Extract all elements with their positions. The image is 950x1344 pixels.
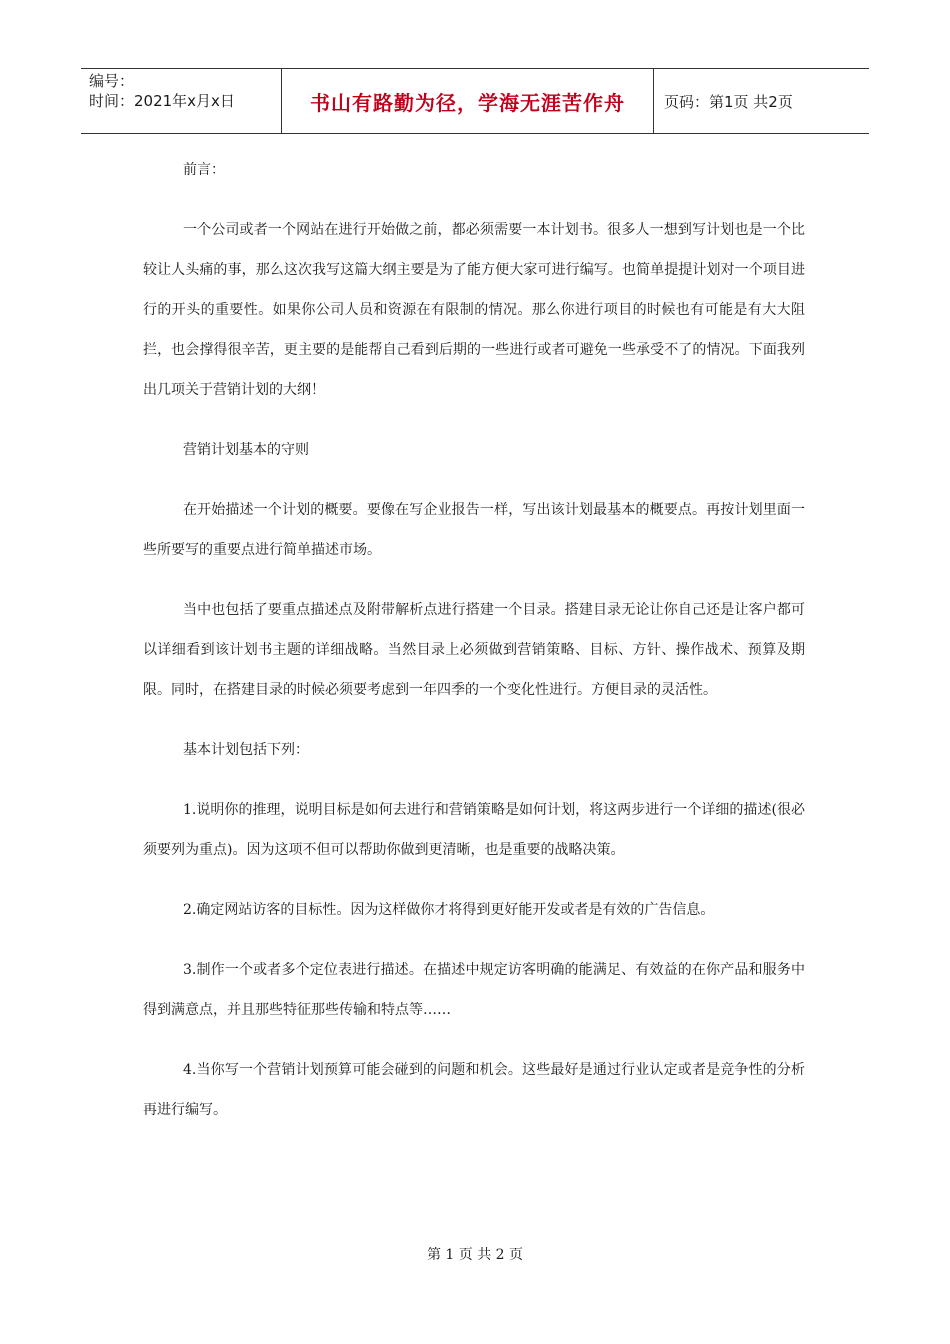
list-item-4: 4.当你写一个营销计划预算可能会碰到的问题和机会。这些最好是通过行业认定或者是竞争性的分析再进行编写。: [143, 1062, 805, 1118]
header-page-label: 页码：第1页 共2页: [664, 92, 793, 111]
document-header: [81, 68, 869, 134]
document-date-label: 时间：2021年x月x日: [89, 92, 235, 110]
header-left-cell: [81, 69, 281, 133]
paragraph-intro: 一个公司或者一个网站在进行开始做之前，都必须需要一本计划书。很多人一想到写计划也是一个比较让人头痛的事，那么这次我写这篇大纲主要是为了能方便大家可进行编写。也简单提提计划对一个项目进行的开头的重要性。如果你公司人员和资源在有限制的情况。那么你进行项目的时候也有可能是有大大阻拦，也会撑得很辛苦，更主要的是能帮自己看到后期的一些进行或者可避免一些承受不了的情况。下面我列出几项关于营销计划的大纲！: [143, 222, 805, 398]
paragraph-overview: 在开始描述一个计划的概要。要像在写企业报告一样，写出该计划最基本的概要点。再按计划里面一些所要写的重要点进行简单描述市场。: [143, 502, 805, 558]
list-item-3: 3.制作一个或者多个定位表进行描述。在描述中规定访客明确的能满足、有效益的在你产品和服务中得到满意点，并且那些特征那些传输和特点等……: [143, 962, 805, 1018]
header-motto: 书山有路勤为径，学海无涯苦作舟: [281, 69, 654, 133]
list-item-2: 2.确定网站访客的目标性。因为这样做你才将得到更好能开发或者是有效的广告信息。: [183, 902, 715, 918]
paragraph-catalog: 当中也包括了要重点描述点及附带解析点进行搭建一个目录。搭建目录无论让你自己还是让客户都可以详细看到该计划书主题的详细战略。当然目录上必须做到营销策略、目标、方针、操作战术、预算及期限。同时，在搭建目录的时候必须要考虑到一年四季的一个变化性进行。方便目录的灵活性。: [143, 602, 805, 698]
section-heading-rules: 营销计划基本的守则: [183, 442, 309, 458]
document-body: [143, 150, 805, 1150]
document-number-label: 编号：: [89, 72, 135, 90]
paragraph-preface: 前言：: [183, 162, 225, 178]
section-heading-basic-plan: 基本计划包括下列：: [183, 742, 309, 758]
page-footer: 第 1 页 共 2 页: [426, 1247, 524, 1263]
list-item-1: 1.说明你的推理，说明目标是如何去进行和营销策略是如何计划，将这两步进行一个详细的描述(很必须要列为重点)。因为这项不但可以帮助你做到更清晰，也是重要的战略决策。: [143, 802, 805, 858]
